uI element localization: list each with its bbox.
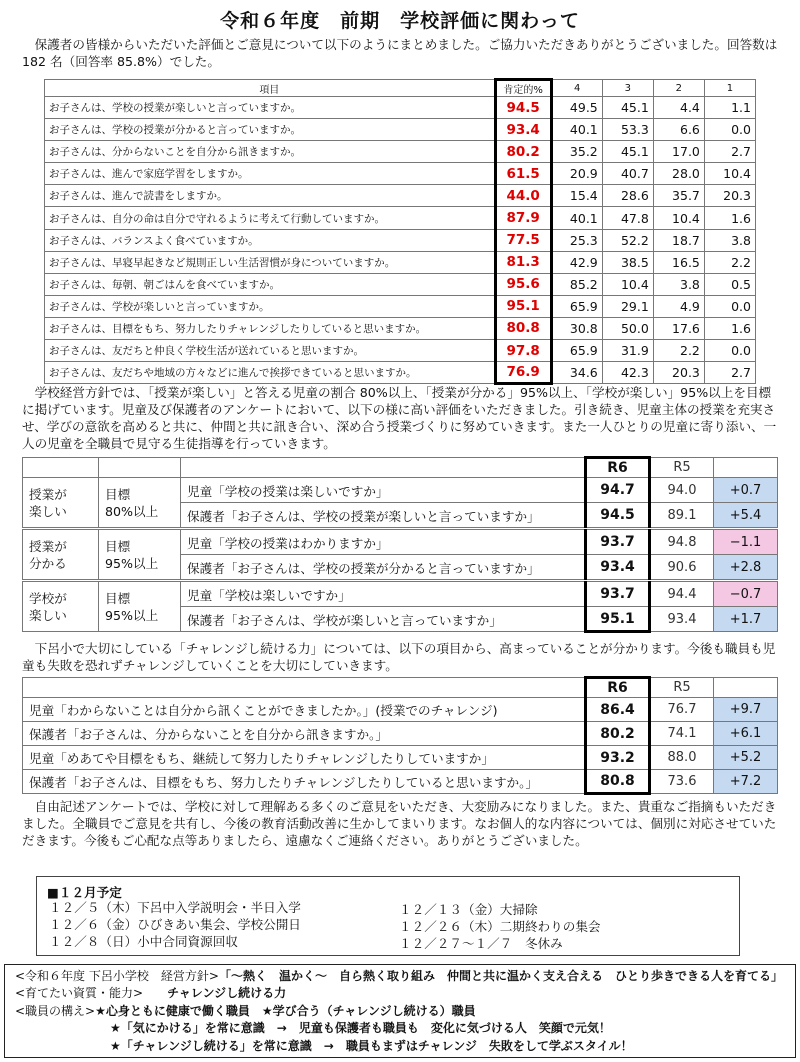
challenge-table — [22, 676, 778, 795]
survey-value-c3: 40.7 — [602, 163, 653, 185]
survey-value-c1: 1.6 — [704, 317, 755, 339]
policy-paragraph: 学校経営方針では、「授業が楽しい」と答える児童の割合 80%以上、「授業が分かる」95%以上、「学校が楽しい」95%以上を目標に掲げています。児童及び保護者のアンケートにおいて、以下の様に高い評価をいただきました。引き続き、児童主体の授業を充実させ、学びの意欲を高めると共に、仲間と共に訊き合い、深め合う授業づくりに努めていきます。また一人ひとりの児童に寄り添い、一人の児童を全職員で見守る生徒指導を行っていきます。 — [22, 385, 777, 451]
schedule-left-column — [49, 899, 301, 950]
goals-header-r5: R5 — [650, 458, 714, 478]
goals-row — [23, 530, 778, 555]
survey-value-c1: 0.0 — [704, 119, 755, 141]
footer-text: 「～熱く 温かく～ 自ら熱く取り組み 仲間と共に温かく支え合える ひとり歩きできる人を育てる」 — [218, 969, 783, 983]
survey-row — [45, 141, 756, 163]
goals-item: 児童「学校の授業はわかりますか」 — [181, 530, 586, 555]
schedule-item: １２／２６（木）二期終わりの集会 — [399, 919, 601, 934]
schedule-right-column — [399, 901, 601, 952]
survey-value-c2: 18.7 — [653, 229, 704, 251]
schedule-item: １２／２７～１／７ 冬休み — [399, 936, 563, 951]
goals-header-blank — [23, 458, 99, 478]
goals-target-line: 目標 — [105, 538, 131, 554]
survey-value-c3: 42.3 — [602, 362, 653, 384]
goals-table — [22, 456, 778, 633]
survey-value-c3: 45.1 — [602, 97, 653, 119]
goals-category-line: 楽しい — [29, 503, 67, 519]
survey-row — [45, 163, 756, 185]
survey-value-c3: 38.5 — [602, 251, 653, 273]
goals-target — [99, 530, 181, 580]
survey-value-c2: 10.4 — [653, 207, 704, 229]
survey-value-c3: 47.8 — [602, 207, 653, 229]
footer-text: ★「チャレンジし続ける」を常に意識 → 職員もまずはチャレンジ 失敗をして学ぶスタイル！ — [110, 1038, 633, 1053]
survey-row — [45, 317, 756, 339]
goals-category — [23, 582, 99, 632]
challenge-diff-value: +9.7 — [714, 698, 778, 722]
survey-value-c2: 3.8 — [653, 273, 704, 295]
challenge-diff-value: +6.1 — [714, 722, 778, 746]
survey-value-c1: 0.0 — [704, 340, 755, 362]
goals-target — [99, 582, 181, 632]
goals-category-line: 分かる — [29, 555, 67, 571]
challenge-row — [23, 698, 778, 722]
goals-item: 児童「学校は楽しいですか」 — [181, 582, 586, 607]
survey-value-c1: 0.0 — [704, 295, 755, 317]
survey-value-c2: 4.9 — [653, 295, 704, 317]
survey-question: お子さんは、進んで家庭学習をしますか。 — [45, 163, 496, 185]
goals-item: 保護者「お子さんは、学校が楽しいと言っていますか」 — [181, 607, 586, 632]
survey-value-c2: 2.2 — [653, 340, 704, 362]
survey-question: お子さんは、目標をもち、努力したりチャレンジしたりしていると思いますか。 — [45, 317, 496, 339]
intro-paragraph: 保護者の皆様からいただいた評価とご意見について以下のようにまとめました。ご協力いただきありがとうございました。回答数は 182 名（回答率 85.8%）でした。 — [22, 37, 778, 69]
goals-row — [23, 478, 778, 503]
challenge-item: 児童「めあてや目標をもち、継続して努力したりチャレンジしたりしていますか」 — [23, 746, 586, 770]
survey-positive-pct: 61.5 — [495, 163, 551, 185]
goals-r5-value: 89.1 — [650, 503, 714, 528]
survey-value-c4: 49.5 — [551, 97, 602, 119]
survey-positive-pct: 80.2 — [495, 141, 551, 163]
goals-header-row — [23, 458, 778, 478]
survey-value-c4: 15.4 — [551, 185, 602, 207]
survey-value-c1: 2.7 — [704, 362, 755, 384]
survey-positive-pct: 97.8 — [495, 340, 551, 362]
schedule-item: １２／５（木）下呂中入学説明会・半日入学 — [49, 900, 301, 915]
survey-row — [45, 295, 756, 317]
survey-value-c2: 4.4 — [653, 97, 704, 119]
survey-value-c4: 40.1 — [551, 207, 602, 229]
survey-value-c3: 28.6 — [602, 185, 653, 207]
challenge-header-r6: R6 — [586, 678, 650, 698]
survey-value-c2: 6.6 — [653, 119, 704, 141]
survey-row — [45, 251, 756, 273]
survey-question: お子さんは、友だちや地域の方々などに進んで挨拶できていると思いますか。 — [45, 362, 496, 384]
goals-item: 児童「学校の授業は楽しいですか」 — [181, 478, 586, 503]
goals-category-line: 学校が — [29, 590, 67, 606]
goals-diff-value: +5.4 — [714, 503, 778, 528]
survey-question: お子さんは、毎朝、朝ごはんを食べていますか。 — [45, 273, 496, 295]
survey-row — [45, 185, 756, 207]
goals-r6-value: 95.1 — [586, 607, 650, 632]
survey-value-c3: 29.1 — [602, 295, 653, 317]
header-2: 2 — [653, 80, 704, 97]
footer-line-policy — [15, 968, 785, 985]
goals-category — [23, 530, 99, 580]
survey-question: お子さんは、学校の授業が分かると言っていますか。 — [45, 119, 496, 141]
schedule-heading: ■１２月予定 — [47, 885, 122, 900]
survey-value-c3: 52.2 — [602, 229, 653, 251]
challenge-diff-value: +5.2 — [714, 746, 778, 770]
survey-question: お子さんは、分からないことを自分から訊きますか。 — [45, 141, 496, 163]
goals-r5-value: 93.4 — [650, 607, 714, 632]
challenge-header-row — [23, 678, 778, 698]
survey-value-c1: 2.2 — [704, 251, 755, 273]
survey-row — [45, 119, 756, 141]
challenge-row — [23, 770, 778, 794]
survey-question: お子さんは、学校の授業が楽しいと言っていますか。 — [45, 97, 496, 119]
goals-item: 保護者「お子さんは、学校の授業が楽しいと言っていますか」 — [181, 503, 586, 528]
survey-value-c3: 53.3 — [602, 119, 653, 141]
goals-target-line: 95%以上 — [105, 607, 159, 623]
goals-diff-value: +1.7 — [714, 607, 778, 632]
survey-positive-pct: 44.0 — [495, 185, 551, 207]
survey-value-c4: 30.8 — [551, 317, 602, 339]
survey-positive-pct: 87.9 — [495, 207, 551, 229]
survey-row — [45, 340, 756, 362]
challenge-row — [23, 722, 778, 746]
footer-line-ability — [15, 985, 785, 1002]
header-item: 項目 — [45, 80, 496, 97]
goals-diff-value: +0.7 — [714, 478, 778, 503]
survey-positive-pct: 95.1 — [495, 295, 551, 317]
survey-value-c2: 17.0 — [653, 141, 704, 163]
survey-row — [45, 207, 756, 229]
goals-category — [23, 478, 99, 528]
survey-value-c1: 20.3 — [704, 185, 755, 207]
footer-text: ★「気にかける」を常に意識 → 児童も保護者も職員も 変化に気づける人 笑顔で元気！ — [110, 1021, 611, 1036]
survey-question: お子さんは、自分の命は自分で守れるように考えて行動していますか。 — [45, 207, 496, 229]
challenge-item: 保護者「お子さんは、分からないことを自分から訊きますか。」 — [23, 722, 586, 746]
survey-value-c2: 28.0 — [653, 163, 704, 185]
survey-question: お子さんは、バランスよく食べていますか。 — [45, 229, 496, 251]
survey-row — [45, 97, 756, 119]
goals-diff-value: −1.1 — [714, 530, 778, 555]
survey-positive-pct: 93.4 — [495, 119, 551, 141]
goals-target — [99, 478, 181, 528]
schedule-item: １２／６（金）ひびきあい集会、学校公開日 — [49, 917, 301, 932]
survey-value-c1: 10.4 — [704, 163, 755, 185]
goals-target-line: 目標 — [105, 486, 131, 502]
goals-row — [23, 582, 778, 607]
challenge-paragraph: 下呂小で大切にしている「チャレンジし続ける力」については、以下の項目から、高まっていることが分かります。今後も職員も児童も失敗を恐れずチャレンジしていくことを大切にしていきます。 — [22, 641, 776, 673]
policy-footer-box — [4, 964, 796, 1058]
survey-question: お子さんは、進んで読書をしますか。 — [45, 185, 496, 207]
challenge-item: 児童「わからないことは自分から訊くことができましたか。」(授業でのチャレンジ) — [23, 698, 586, 722]
survey-value-c3: 50.0 — [602, 317, 653, 339]
challenge-r6-value: 80.2 — [586, 722, 650, 746]
closing-paragraph: 自由記述アンケートでは、学校に対して理解ある多くのご意見をいただき、大変励みになりました。また、貴重なご指摘もいただきました。全職員でご意見を共有し、今後の教育活動改善に生かしてまいります。なお個人的な内容については、個別に対応させていただきます。今後もご心配な点等ありましたら、遠慮なくご連絡ください。ありがとうございました。 — [22, 799, 777, 848]
goals-r6-value: 93.7 — [586, 530, 650, 555]
survey-value-c4: 42.9 — [551, 251, 602, 273]
survey-value-c3: 45.1 — [602, 141, 653, 163]
survey-value-c4: 65.9 — [551, 340, 602, 362]
goals-r6-value: 93.4 — [586, 555, 650, 580]
survey-value-c4: 25.3 — [551, 229, 602, 251]
survey-positive-pct: 94.5 — [495, 97, 551, 119]
goals-item: 保護者「お子さんは、学校の授業が分かると言っていますか」 — [181, 555, 586, 580]
challenge-r5-value: 73.6 — [650, 770, 714, 794]
survey-question: お子さんは、学校が楽しいと言っていますか。 — [45, 295, 496, 317]
survey-table — [44, 78, 756, 385]
challenge-r5-value: 76.7 — [650, 698, 714, 722]
survey-question: お子さんは、早寝早起きなど規則正しい生活習慣が身についていますか。 — [45, 251, 496, 273]
survey-value-c4: 34.6 — [551, 362, 602, 384]
survey-value-c1: 1.1 — [704, 97, 755, 119]
schedule-box — [36, 876, 740, 956]
goals-r5-value: 90.6 — [650, 555, 714, 580]
schedule-item: １２／８（日）小中合同資源回収 — [49, 934, 238, 949]
challenge-diff-value: +7.2 — [714, 770, 778, 794]
goals-target-line: 80%以上 — [105, 503, 159, 519]
survey-positive-pct: 77.5 — [495, 229, 551, 251]
schedule-item: １２／１３（金）大掃除 — [399, 902, 538, 917]
header-positive: 肯定的% — [495, 80, 551, 97]
challenge-r6-value: 93.2 — [586, 746, 650, 770]
survey-value-c4: 20.9 — [551, 163, 602, 185]
goals-header-r6: R6 — [586, 458, 650, 478]
survey-value-c1: 0.5 — [704, 273, 755, 295]
survey-row — [45, 362, 756, 384]
survey-value-c1: 1.6 — [704, 207, 755, 229]
challenge-item: 保護者「お子さんは、目標をもち、努力したりチャレンジしたりしていると思いますか。」 — [23, 770, 586, 794]
goals-header-blank — [99, 458, 181, 478]
footer-line-staff — [15, 1003, 785, 1020]
survey-value-c1: 3.8 — [704, 229, 755, 251]
goals-category-line: 楽しい — [29, 607, 67, 623]
survey-positive-pct: 95.6 — [495, 273, 551, 295]
footer-label: <育てたい資質・能力> — [15, 986, 144, 1001]
survey-value-c3: 10.4 — [602, 273, 653, 295]
challenge-r5-value: 74.1 — [650, 722, 714, 746]
goals-diff-value: −0.7 — [714, 582, 778, 607]
survey-row — [45, 273, 756, 295]
footer-text: ★心身ともに健康で働く職員 ★学び合う（チャレンジし続ける）職員 — [95, 1003, 476, 1018]
footer-label: <職員の構え> — [15, 1003, 96, 1018]
goals-r6-value: 93.7 — [586, 582, 650, 607]
goals-r6-value: 94.7 — [586, 478, 650, 503]
goals-header-blank — [714, 458, 778, 478]
challenge-header-blank — [23, 678, 586, 698]
survey-value-c1: 2.7 — [704, 141, 755, 163]
survey-value-c4: 85.2 — [551, 273, 602, 295]
challenge-r6-value: 86.4 — [586, 698, 650, 722]
goals-header-blank — [181, 458, 586, 478]
survey-value-c2: 17.6 — [653, 317, 704, 339]
survey-value-c4: 35.2 — [551, 141, 602, 163]
goals-category-line: 授業が — [29, 538, 67, 554]
page-title: 令和６年度 前期 学校評価に関わって — [220, 10, 580, 32]
challenge-r5-value: 88.0 — [650, 746, 714, 770]
goals-r5-value: 94.8 — [650, 530, 714, 555]
goals-target-line: 95%以上 — [105, 555, 159, 571]
challenge-row — [23, 746, 778, 770]
challenge-r6-value: 80.8 — [586, 770, 650, 794]
survey-value-c2: 35.7 — [653, 185, 704, 207]
survey-positive-pct: 80.8 — [495, 317, 551, 339]
survey-value-c4: 40.1 — [551, 119, 602, 141]
survey-positive-pct: 76.9 — [495, 362, 551, 384]
survey-value-c3: 31.9 — [602, 340, 653, 362]
header-4: 4 — [551, 80, 602, 97]
survey-positive-pct: 81.3 — [495, 251, 551, 273]
survey-question: お子さんは、友だちと仲良く学校生活が送れていると思いますか。 — [45, 340, 496, 362]
goals-r5-value: 94.0 — [650, 478, 714, 503]
footer-label: <令和６年度 下呂小学校 経営方針> — [15, 969, 219, 983]
goals-diff-value: +2.8 — [714, 555, 778, 580]
survey-value-c2: 20.3 — [653, 362, 704, 384]
header-1: 1 — [704, 80, 755, 97]
challenge-header-r5: R5 — [650, 678, 714, 698]
survey-value-c2: 16.5 — [653, 251, 704, 273]
goals-category-line: 授業が — [29, 486, 67, 502]
goals-target-line: 目標 — [105, 590, 131, 606]
goals-r5-value: 94.4 — [650, 582, 714, 607]
survey-header-row — [45, 80, 756, 97]
footer-text: チャレンジし続ける力 — [167, 986, 287, 1001]
challenge-header-blank — [714, 678, 778, 698]
survey-row — [45, 229, 756, 251]
goals-r6-value: 94.5 — [586, 503, 650, 528]
survey-value-c4: 65.9 — [551, 295, 602, 317]
header-3: 3 — [602, 80, 653, 97]
